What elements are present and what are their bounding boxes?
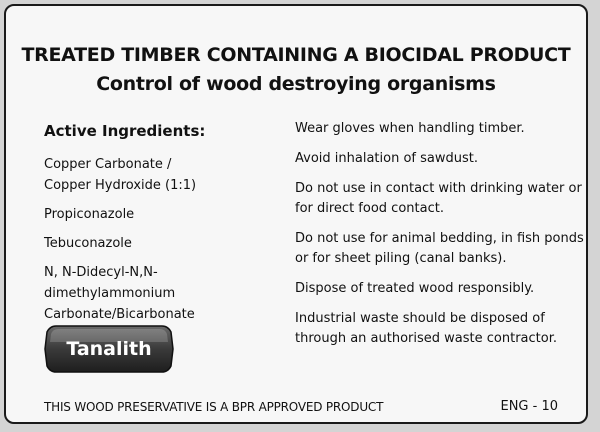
warning-item: Dispose of treated wood responsibly. [295, 281, 535, 296]
ingredient-item: N, N-Didecyl-N,N-dimethylammonium Carbonate/Bicarbonate [44, 265, 195, 322]
treated-timber-label [4, 4, 588, 424]
warning-item: Wear gloves when handling timber. [295, 121, 525, 136]
label-code: ENG - 10 [500, 399, 558, 414]
label-title: TREATED TIMBER CONTAINING A BIOCIDAL PRODUCT [21, 44, 571, 66]
tanalith-logo [44, 324, 174, 374]
warnings-column [295, 119, 587, 359]
ingredient-item: Tebuconazole [44, 236, 132, 251]
bpr-approval-note: THIS WOOD PRESERVATIVE IS A BPR APPROVED PRODUCT [44, 400, 384, 414]
warning-item: Avoid inhalation of sawdust. [295, 151, 478, 166]
ingredients-column [44, 122, 284, 333]
label-subtitle: Control of wood destroying organisms [96, 73, 496, 95]
ingredient-item: Propiconazole [44, 207, 135, 222]
ingredients-heading: Active Ingredients: [44, 122, 206, 140]
warning-item: Industrial waste should be disposed of through an authorised waste contractor. [295, 311, 557, 346]
logo-wordmark: Tanalith [66, 338, 152, 360]
warning-item: Do not use in contact with drinking water or for direct food contact. [295, 181, 582, 216]
warning-item: Do not use for animal bedding, in fish ponds or for sheet piling (canal banks). [295, 231, 584, 266]
ingredient-item: Copper Carbonate / Copper Hydroxide (1:1) [44, 157, 197, 193]
